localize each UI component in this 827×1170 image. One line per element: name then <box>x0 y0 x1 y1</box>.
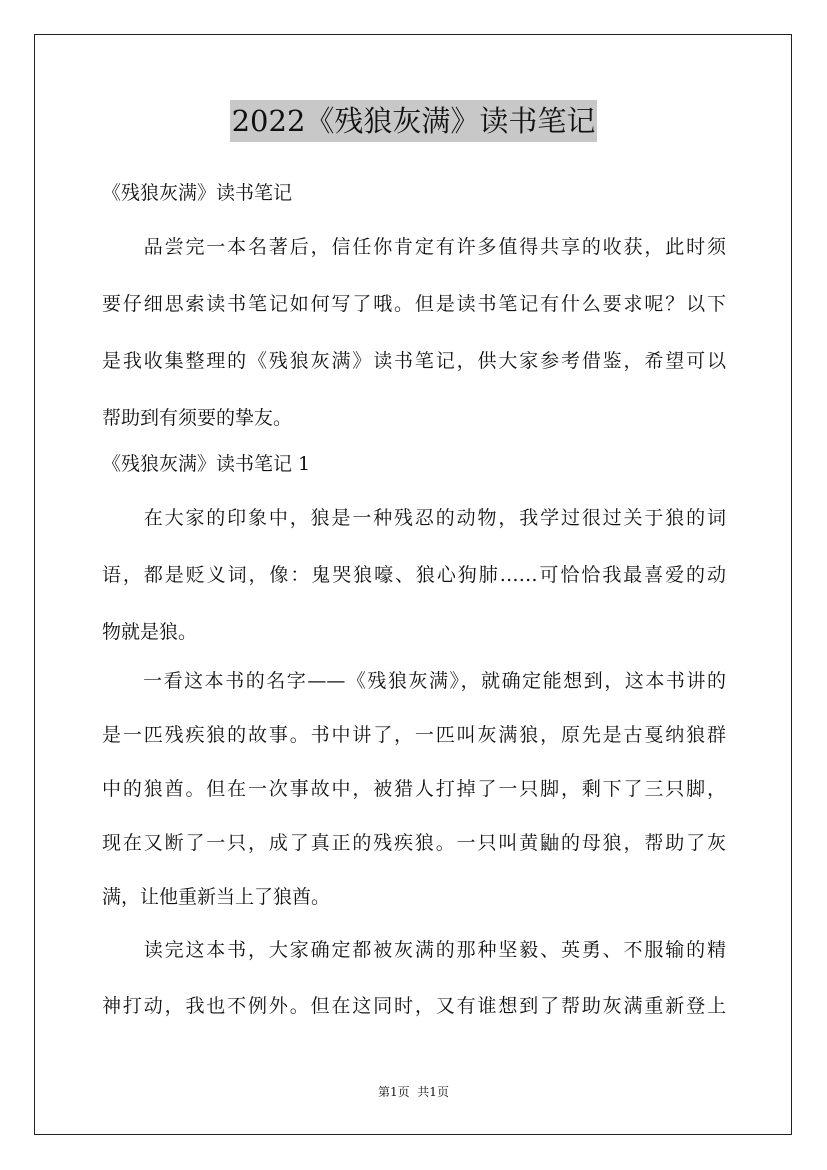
paragraph-line: 物就是狼。 <box>102 621 198 643</box>
title-container <box>0 100 827 142</box>
paragraph-line: 语，都是贬义词，像：鬼哭狼嚎、狼心狗肺……可恰恰我最喜爱的动 <box>102 564 726 586</box>
page-footer: 第1页 共1页 <box>378 1085 449 1099</box>
paragraph-line: 满，让他重新当上了狼酋。 <box>102 886 331 908</box>
paragraph-line: 中的狼酋。但在一次事故中，被猎人打掉了一只脚，剩下了三只脚， <box>102 778 726 800</box>
paragraph-line: 神打动，我也不例外。但在这同时，又有谁想到了帮助灰满重新登上 <box>102 995 726 1017</box>
paragraph-line: 一看这本书的名字——《残狼灰满》，就确定能想到，这本书讲的 <box>102 670 726 692</box>
body-paragraph-1 <box>102 503 726 674</box>
body-paragraph-3 <box>102 935 726 1047</box>
paragraph-line: 品尝完一本名著后，信任你肯定有许多值得共享的收获，此时须 <box>102 236 726 258</box>
document-title: 2022《残狼灰满》读书笔记 <box>230 100 598 142</box>
document-subtitle: 《残狼灰满》读书笔记 <box>102 182 293 204</box>
paragraph-line: 现在又断了一只，成了真正的残疾狼。一只叫黄鼬的母狼，帮助了灰 <box>102 832 726 854</box>
paragraph-line: 是我收集整理的《残狼灰满》读书笔记，供大家参考借鉴，希望可以 <box>102 350 726 372</box>
paragraph-line: 在大家的印象中，狼是一种残忍的动物，我学过很过关于狼的词 <box>102 507 726 529</box>
paragraph-line: 帮助到有须要的挚友。 <box>102 407 293 429</box>
paragraph-line: 读完这本书，大家确定都被灰满的那种坚毅、英勇、不服输的精 <box>102 939 726 961</box>
section-heading: 《残狼灰满》读书笔记 1 <box>102 453 311 475</box>
intro-paragraph <box>102 232 726 460</box>
body-paragraph-2 <box>102 666 726 936</box>
paragraph-line: 要仔细思索读书笔记如何写了哦。但是读书笔记有什么要求呢？以下 <box>102 293 726 315</box>
paragraph-line: 是一匹残疾狼的故事。书中讲了，一匹叫灰满狼，原先是古戛纳狼群 <box>102 724 726 746</box>
